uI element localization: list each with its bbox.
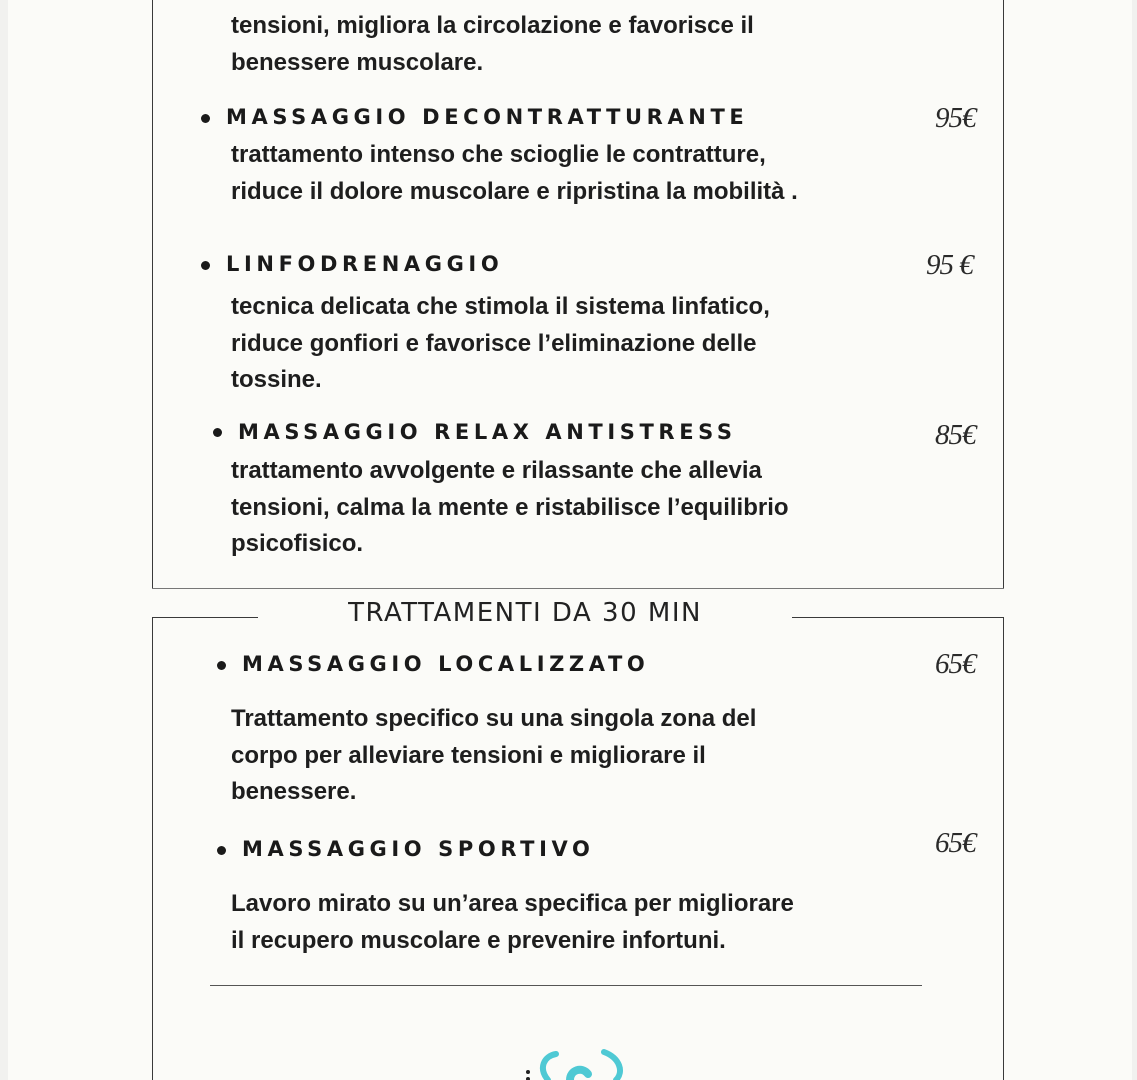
- item-title-linfodrenaggio: LINFODRENAGGIO: [226, 252, 504, 276]
- description-line: benessere.: [231, 778, 357, 805]
- item-description-relax-antistress: [231, 453, 789, 563]
- item-price-relax-antistress: 85€: [935, 419, 976, 451]
- lower-box-left-border: [152, 617, 153, 1080]
- spa-logo-icon: [520, 1040, 630, 1080]
- description-line: tensioni, calma la mente e ristabilisce l’equilibrio: [231, 493, 789, 521]
- item-price-linfodrenaggio: 95 €: [926, 249, 973, 281]
- description-line: benessere muscolare.: [231, 48, 484, 76]
- item-title-relax-antistress: MASSAGGIO RELAX ANTISTRESS: [238, 420, 737, 444]
- lower-box-top-right-rule: [792, 617, 1004, 618]
- bullet-dot-icon: [217, 661, 226, 670]
- upper-box-left-border: [152, 0, 153, 589]
- description-line: riduce gonfiori e favorisce l’eliminazione delle: [231, 329, 757, 357]
- item-description-decontratturante: [231, 137, 798, 210]
- item-title-localizzato: MASSAGGIO LOCALIZZATO: [242, 652, 650, 676]
- upper-box-right-border: [1003, 0, 1004, 589]
- description-line: Lavoro mirato su un’area specifica per migliorare: [231, 890, 794, 917]
- item-description-sportivo: [231, 886, 794, 959]
- description-line: Trattamento specifico su una singola zona del: [231, 705, 757, 732]
- description-line: tecnica delicata che stimola il sistema linfatico,: [231, 293, 770, 320]
- upper-box-bottom-border: [152, 588, 1004, 589]
- bullet-dot-icon: [213, 428, 222, 437]
- description-line: trattamento intenso che scioglie le contratture,: [231, 141, 766, 168]
- item-title-sportivo: MASSAGGIO SPORTIVO: [242, 837, 595, 861]
- bullet-dot-icon: [217, 846, 226, 855]
- description-line: psicofisico.: [231, 530, 364, 557]
- item-description-linfodrenaggio: [231, 289, 770, 399]
- item-price-localizzato: 65€: [935, 648, 976, 680]
- description-line: tossine.: [231, 366, 322, 393]
- item-title-decontratturante: MASSAGGIO DECONTRATTURANTE: [226, 105, 749, 129]
- item-description-localizzato: [231, 701, 756, 811]
- top-item-description: [231, 8, 754, 81]
- description-line: riduce il dolore muscolare e ripristina la mobilità .: [231, 177, 798, 205]
- item-price-decontratturante: 95€: [935, 102, 976, 134]
- item-price-sportivo: 65€: [935, 827, 976, 859]
- lower-box-top-left-rule: [152, 617, 258, 618]
- description-line: il recupero muscolare e prevenire infortuni.: [231, 926, 726, 954]
- description-line: corpo per alleviare tensioni e migliorare il: [231, 741, 706, 769]
- description-line: tensioni, migliora la circolazione e favorisce il: [231, 12, 754, 39]
- section-heading-30-min: TRATTAMENTI DA 30 MIN: [348, 598, 702, 628]
- description-line: trattamento avvolgente e rilassante che allevia: [231, 457, 762, 484]
- bottom-divider: [210, 985, 922, 986]
- bullet-dot-icon: [201, 114, 210, 123]
- bullet-dot-icon: [201, 261, 210, 270]
- lower-box-right-border: [1003, 617, 1004, 1080]
